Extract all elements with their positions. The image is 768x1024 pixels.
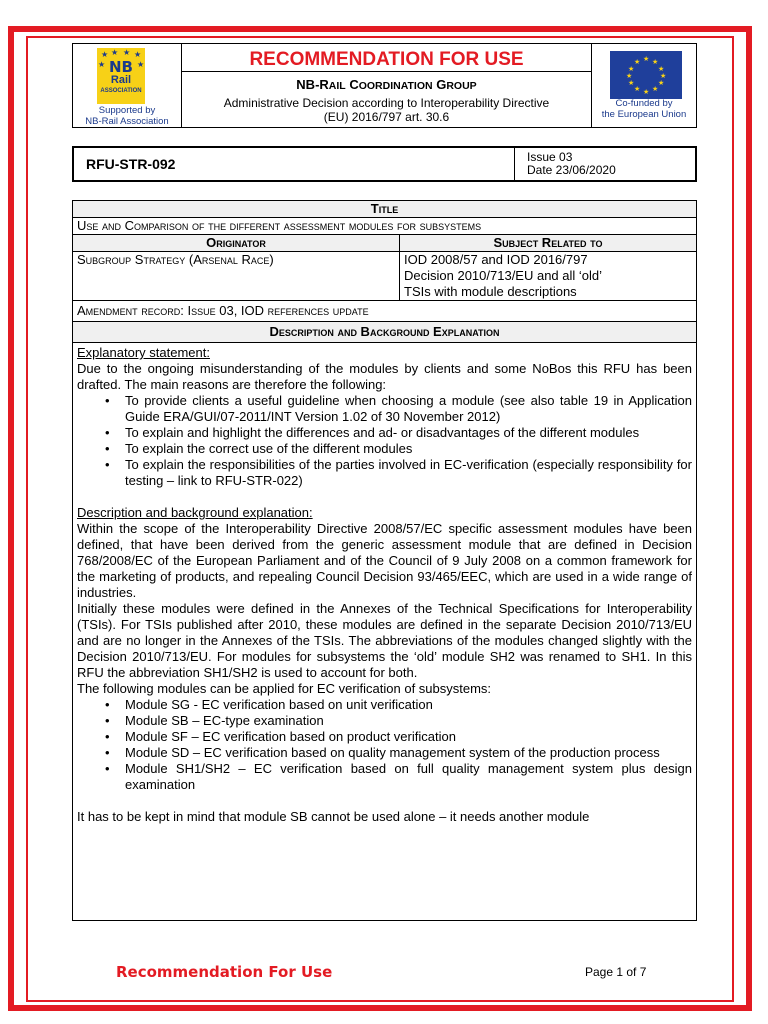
coordination-group: NB-RAIL COORDINATION GROUP bbox=[296, 77, 477, 92]
subject-header: Subject Related to bbox=[400, 235, 697, 252]
spacer bbox=[77, 793, 692, 809]
cofund-text bbox=[592, 98, 696, 120]
decision-line-1: Administrative Decision according to Interoperability Directive bbox=[223, 96, 550, 110]
logo-rail-text: Rail bbox=[110, 74, 132, 86]
support-line-2: NB-Rail Association bbox=[85, 116, 169, 127]
explanatory-heading: Explanatory statement: bbox=[77, 345, 210, 360]
title-value: Use and Comparison of the different assessment modules for subsystems bbox=[73, 218, 697, 235]
decision-text bbox=[182, 96, 591, 124]
subject-line-1: IOD 2008/57 and IOD 2016/797 bbox=[404, 252, 588, 267]
list-item: • Module SD – EC verification based on quality management system of the production process bbox=[125, 745, 692, 761]
subject-value bbox=[400, 252, 697, 301]
list-item: • To provide clients a useful guideline when choosing a module (see also table 19 in Application Guide ERA/GUI/07-2011/INT Version 1.02 of 30 November 2012) bbox=[125, 393, 692, 425]
description-header: Description and Background Explanation bbox=[73, 322, 697, 343]
list-item: • Module SB – EC-type examination bbox=[125, 713, 692, 729]
description-body bbox=[73, 343, 697, 921]
list-item: • To explain the responsibilities of the parties involved in EC-verification (especially responsibility for testing – link to RFU-STR-022) bbox=[125, 457, 692, 489]
support-text bbox=[73, 105, 181, 127]
eu-flag-icon: ★ ★ ★ ★ ★ ★ ★ ★ ★ ★ ★ ★ bbox=[610, 51, 682, 99]
issue-date: Date 23/06/2020 bbox=[527, 163, 616, 177]
background-heading: Description and background explanation: bbox=[77, 505, 313, 520]
issue-info bbox=[515, 148, 695, 180]
title-divider bbox=[182, 71, 591, 72]
subject-line-2: Decision 2010/713/EU and all ‘old’ bbox=[404, 268, 603, 283]
list-item: • To explain the correct use of the different modules bbox=[125, 441, 692, 457]
logo-association-text: ASSOCIATION bbox=[100, 88, 142, 94]
header-right-cell bbox=[592, 44, 696, 127]
modules-list bbox=[77, 697, 692, 793]
document-header bbox=[72, 43, 697, 128]
page-number: Page 1 of 7 bbox=[585, 965, 647, 979]
list-item: • Module SG - EC verification based on unit verification bbox=[125, 697, 692, 713]
reference-box bbox=[72, 146, 697, 182]
list-item: • To explain and highlight the differences and ad- or disadvantages of the different modules bbox=[125, 425, 692, 441]
logo-nb-text: NB bbox=[109, 58, 133, 76]
cofund-line-2: the European Union bbox=[601, 109, 687, 120]
originator-value: Subgroup Strategy (Arsenal Race) bbox=[73, 252, 400, 301]
originator-header: Originator bbox=[73, 235, 400, 252]
header-middle-cell bbox=[182, 44, 592, 127]
issue-number: Issue 03 bbox=[527, 150, 573, 164]
support-line-1: Supported by bbox=[98, 105, 156, 116]
background-paragraph-2: Initially these modules were defined in the Annexes of the Technical Specifications for Interoperability (TSIs). For TSIs published after 2010, these modules are defined in the separate Decision 2010/713/EU and are no longer in the Annexes of the TSIs. The abbreviations of the modules changed slightly with the Decision 2010/713/EU. For modules for subsystems the ‘old’ module SH2 was renamed to SH1. In this RFU the abbreviation SH1/SH2 is used to account for both. bbox=[77, 601, 692, 680]
decision-line-2: (EU) 2016/797 art. 30.6 bbox=[323, 110, 450, 124]
title-header: Title bbox=[73, 201, 697, 218]
modules-intro: The following modules can be applied for EC verification of subsystems: bbox=[77, 681, 492, 696]
closing-text: It has to be kept in mind that module SB cannot be used alone – it needs another module bbox=[77, 809, 590, 824]
rfu-table bbox=[72, 200, 697, 921]
footer-label: Recommendation For Use bbox=[116, 963, 333, 981]
explanatory-text: Due to the ongoing misunderstanding of the modules by clients and some NoBos this RFU has been drafted. The main reasons are therefore the following: bbox=[77, 361, 692, 392]
document-type-title: RECOMMENDATION FOR USE bbox=[249, 49, 524, 70]
header-left-cell bbox=[73, 44, 182, 127]
cofund-line-1: Co-funded by bbox=[615, 98, 673, 109]
rfu-id: RFU-STR-092 bbox=[74, 148, 515, 180]
background-paragraph-1: Within the scope of the Interoperability Directive 2008/57/EC specific assessment modules have been defined, that have been derived from the generic assessment module that are defined in Decision 768/2008/EC of the European Parliament and of the Council of 9 July 2008 on a common framework for the marketing of products, and repealing Council Decision 93/465/EEC, which are used in a wide range of industries. bbox=[77, 521, 692, 600]
spacer bbox=[77, 489, 692, 505]
reasons-list bbox=[77, 393, 692, 489]
list-item: • Module SH1/SH2 – EC verification based on full quality management system plus design examination bbox=[125, 761, 692, 793]
list-item: • Module SF – EC verification based on product verification bbox=[125, 729, 692, 745]
amendment-record: Amendment record: Issue 03, IOD references update bbox=[73, 301, 697, 322]
nb-rail-logo: ★ ★ ★ ★ ★ ★ NB Rail ASSOCIATION bbox=[97, 48, 145, 104]
subject-line-3: TSIs with module descriptions bbox=[404, 284, 577, 299]
